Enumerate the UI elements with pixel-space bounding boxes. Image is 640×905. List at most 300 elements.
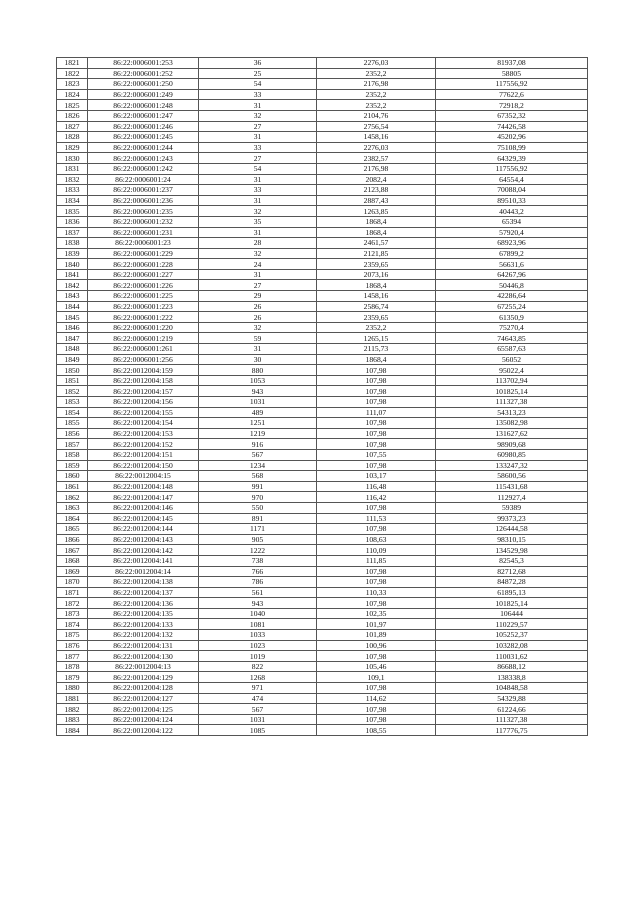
cadastral-number-cell: 86:22:0006001:227	[88, 269, 199, 280]
value-cell: 103282,08	[436, 640, 588, 651]
table-row	[57, 344, 588, 355]
rate-cell: 107,98	[317, 714, 436, 725]
cadastral-number-cell: 86:22:0012004:129	[88, 672, 199, 683]
value-cell: 61895,13	[436, 587, 588, 598]
cadastral-number-cell: 86:22:0006001:249	[88, 89, 199, 100]
value-cell: 64329,39	[436, 153, 588, 164]
value-cell: 67255,24	[436, 301, 588, 312]
value-cell: 67899,2	[436, 248, 588, 259]
row-number-cell: 1861	[57, 481, 88, 492]
area-cell: 943	[199, 598, 317, 609]
cadastral-number-cell: 86:22:0006001:261	[88, 344, 199, 355]
value-cell: 72918,2	[436, 100, 588, 111]
cadastral-number-cell: 86:22:0012004:144	[88, 524, 199, 535]
cadastral-number-cell: 86:22:0012004:130	[88, 651, 199, 662]
value-cell: 58600,56	[436, 471, 588, 482]
cadastral-number-cell: 86:22:0006001:229	[88, 248, 199, 259]
rate-cell: 107,98	[317, 460, 436, 471]
table-row	[57, 386, 588, 397]
row-number-cell: 1837	[57, 227, 88, 238]
rate-cell: 2586,74	[317, 301, 436, 312]
rate-cell: 2115,73	[317, 344, 436, 355]
rate-cell: 109,1	[317, 672, 436, 683]
table-row	[57, 110, 588, 121]
value-cell: 104848,58	[436, 683, 588, 694]
area-cell: 474	[199, 693, 317, 704]
area-cell: 33	[199, 89, 317, 100]
row-number-cell: 1834	[57, 195, 88, 206]
table-row	[57, 153, 588, 164]
rate-cell: 2352,2	[317, 68, 436, 79]
row-number-cell: 1842	[57, 280, 88, 291]
cadastral-number-cell: 86:22:0006001:244	[88, 142, 199, 153]
cadastral-number-cell: 86:22:0006001:253	[88, 58, 199, 69]
rate-cell: 1868,4	[317, 216, 436, 227]
row-number-cell: 1871	[57, 587, 88, 598]
cadastral-number-cell: 86:22:0012004:154	[88, 418, 199, 429]
rate-cell: 1458,16	[317, 291, 436, 302]
cadastral-number-cell: 86:22:0012004:122	[88, 725, 199, 736]
row-number-cell: 1874	[57, 619, 88, 630]
value-cell: 110031,62	[436, 651, 588, 662]
row-number-cell: 1823	[57, 79, 88, 90]
rate-cell: 2176,98	[317, 163, 436, 174]
rate-cell: 2359,65	[317, 259, 436, 270]
rate-cell: 1868,4	[317, 354, 436, 365]
table-row	[57, 248, 588, 259]
cadastral-number-cell: 86:22:0012004:136	[88, 598, 199, 609]
table-row	[57, 439, 588, 450]
value-cell: 117556,92	[436, 163, 588, 174]
row-number-cell: 1839	[57, 248, 88, 259]
area-cell: 891	[199, 513, 317, 524]
rate-cell: 111,53	[317, 513, 436, 524]
value-cell: 42286,64	[436, 291, 588, 302]
cadastral-number-cell: 86:22:0012004:147	[88, 492, 199, 503]
row-number-cell: 1825	[57, 100, 88, 111]
rate-cell: 2276,03	[317, 142, 436, 153]
value-cell: 67352,32	[436, 110, 588, 121]
cadastral-number-cell: 86:22:0012004:158	[88, 375, 199, 386]
rate-cell: 1265,15	[317, 333, 436, 344]
area-cell: 26	[199, 301, 317, 312]
cadastral-number-cell: 86:22:0012004:157	[88, 386, 199, 397]
cadastral-number-cell: 86:22:0012004:156	[88, 397, 199, 408]
row-number-cell: 1855	[57, 418, 88, 429]
value-cell: 86688,12	[436, 661, 588, 672]
cadastral-number-cell: 86:22:0006001:246	[88, 121, 199, 132]
area-cell: 880	[199, 365, 317, 376]
area-cell: 1171	[199, 524, 317, 535]
cadastral-number-cell: 86:22:0012004:152	[88, 439, 199, 450]
value-cell: 40443,2	[436, 206, 588, 217]
area-cell: 822	[199, 661, 317, 672]
rate-cell: 2104,76	[317, 110, 436, 121]
rate-cell: 2176,98	[317, 79, 436, 90]
row-number-cell: 1835	[57, 206, 88, 217]
rate-cell: 107,98	[317, 598, 436, 609]
area-cell: 54	[199, 163, 317, 174]
value-cell: 61350,9	[436, 312, 588, 323]
cadastral-number-cell: 86:22:0012004:138	[88, 577, 199, 588]
row-number-cell: 1882	[57, 704, 88, 715]
cadastral-number-cell: 86:22:0006001:252	[88, 68, 199, 79]
cadastral-number-cell: 86:22:0012004:142	[88, 545, 199, 556]
rate-cell: 2887,43	[317, 195, 436, 206]
cadastral-number-cell: 86:22:0012004:128	[88, 683, 199, 694]
table-row	[57, 195, 588, 206]
area-cell: 28	[199, 238, 317, 249]
row-number-cell: 1846	[57, 322, 88, 333]
value-cell: 57920,4	[436, 227, 588, 238]
cadastral-number-cell: 86:22:0006001:231	[88, 227, 199, 238]
row-number-cell: 1866	[57, 534, 88, 545]
table-row	[57, 661, 588, 672]
value-cell: 135082,98	[436, 418, 588, 429]
table-row	[57, 513, 588, 524]
row-number-cell: 1826	[57, 110, 88, 121]
table-row	[57, 651, 588, 662]
cadastral-number-cell: 86:22:0012004:153	[88, 428, 199, 439]
rate-cell: 2382,57	[317, 153, 436, 164]
value-cell: 98310,15	[436, 534, 588, 545]
row-number-cell: 1876	[57, 640, 88, 651]
cadastral-number-cell: 86:22:0006001:23	[88, 238, 199, 249]
table-row	[57, 185, 588, 196]
cadastral-number-cell: 86:22:0012004:133	[88, 619, 199, 630]
area-cell: 31	[199, 195, 317, 206]
cadastral-number-cell: 86:22:0012004:124	[88, 714, 199, 725]
value-cell: 115431,68	[436, 481, 588, 492]
cadastral-number-cell: 86:22:0012004:148	[88, 481, 199, 492]
area-cell: 568	[199, 471, 317, 482]
cadastral-number-cell: 86:22:0012004:15	[88, 471, 199, 482]
cadastral-number-cell: 86:22:0006001:248	[88, 100, 199, 111]
rate-cell: 108,55	[317, 725, 436, 736]
table-row	[57, 534, 588, 545]
cadastral-number-cell: 86:22:0006001:256	[88, 354, 199, 365]
area-cell: 786	[199, 577, 317, 588]
area-cell: 1222	[199, 545, 317, 556]
table-row	[57, 227, 588, 238]
area-cell: 24	[199, 259, 317, 270]
rate-cell: 100,96	[317, 640, 436, 651]
area-cell: 29	[199, 291, 317, 302]
area-cell: 1031	[199, 397, 317, 408]
row-number-cell: 1867	[57, 545, 88, 556]
table-row	[57, 502, 588, 513]
rate-cell: 2359,65	[317, 312, 436, 323]
table-row	[57, 333, 588, 344]
cadastral-number-cell: 86:22:0012004:151	[88, 449, 199, 460]
cadastral-number-cell: 86:22:0012004:132	[88, 630, 199, 641]
rate-cell: 116,42	[317, 492, 436, 503]
rate-cell: 102,35	[317, 608, 436, 619]
cadastral-number-cell: 86:22:0006001:24	[88, 174, 199, 185]
rate-cell: 2352,2	[317, 322, 436, 333]
table-row	[57, 683, 588, 694]
rate-cell: 1868,4	[317, 227, 436, 238]
value-cell: 81937,08	[436, 58, 588, 69]
area-cell: 561	[199, 587, 317, 598]
rate-cell: 107,98	[317, 566, 436, 577]
area-cell: 1019	[199, 651, 317, 662]
value-cell: 133247,32	[436, 460, 588, 471]
area-cell: 36	[199, 58, 317, 69]
rate-cell: 107,98	[317, 428, 436, 439]
area-cell: 59	[199, 333, 317, 344]
row-number-cell: 1862	[57, 492, 88, 503]
row-number-cell: 1872	[57, 598, 88, 609]
area-cell: 32	[199, 110, 317, 121]
table-row	[57, 58, 588, 69]
area-cell: 1085	[199, 725, 317, 736]
value-cell: 65587,63	[436, 344, 588, 355]
row-number-cell: 1845	[57, 312, 88, 323]
table-row	[57, 545, 588, 556]
rate-cell: 107,98	[317, 704, 436, 715]
cadastral-number-cell: 86:22:0012004:14	[88, 566, 199, 577]
cadastral-number-cell: 86:22:0006001:245	[88, 132, 199, 143]
row-number-cell: 1860	[57, 471, 88, 482]
row-number-cell: 1881	[57, 693, 88, 704]
rate-cell: 101,97	[317, 619, 436, 630]
row-number-cell: 1854	[57, 407, 88, 418]
row-number-cell: 1843	[57, 291, 88, 302]
table-row	[57, 471, 588, 482]
table-row	[57, 301, 588, 312]
rate-cell: 107,98	[317, 683, 436, 694]
area-cell: 1040	[199, 608, 317, 619]
value-cell: 65394	[436, 216, 588, 227]
table-row	[57, 481, 588, 492]
area-cell: 766	[199, 566, 317, 577]
table-row	[57, 89, 588, 100]
row-number-cell: 1879	[57, 672, 88, 683]
value-cell: 59389	[436, 502, 588, 513]
cadastral-number-cell: 86:22:0012004:125	[88, 704, 199, 715]
area-cell: 943	[199, 386, 317, 397]
area-cell: 33	[199, 142, 317, 153]
value-cell: 138338,8	[436, 672, 588, 683]
rate-cell: 1458,16	[317, 132, 436, 143]
value-cell: 77622,6	[436, 89, 588, 100]
table-row	[57, 587, 588, 598]
cadastral-number-cell: 86:22:0006001:223	[88, 301, 199, 312]
rate-cell: 111,85	[317, 555, 436, 566]
rate-cell: 2352,2	[317, 89, 436, 100]
table-row	[57, 598, 588, 609]
table-row	[57, 269, 588, 280]
cadastral-number-cell: 86:22:0012004:137	[88, 587, 199, 598]
value-cell: 98909,68	[436, 439, 588, 450]
row-number-cell: 1833	[57, 185, 88, 196]
value-cell: 117556,92	[436, 79, 588, 90]
row-number-cell: 1884	[57, 725, 88, 736]
area-cell: 905	[199, 534, 317, 545]
value-cell: 82712,68	[436, 566, 588, 577]
area-cell: 489	[199, 407, 317, 418]
area-cell: 991	[199, 481, 317, 492]
rate-cell: 2073,16	[317, 269, 436, 280]
table-row	[57, 640, 588, 651]
value-cell: 54313,23	[436, 407, 588, 418]
cadastral-number-cell: 86:22:0006001:219	[88, 333, 199, 344]
value-cell: 60980,85	[436, 449, 588, 460]
row-number-cell: 1869	[57, 566, 88, 577]
cadastral-number-cell: 86:22:0006001:232	[88, 216, 199, 227]
table-row	[57, 259, 588, 270]
rate-cell: 103,17	[317, 471, 436, 482]
row-number-cell: 1877	[57, 651, 88, 662]
value-cell: 74643,85	[436, 333, 588, 344]
cadastral-number-cell: 86:22:0006001:228	[88, 259, 199, 270]
row-number-cell: 1852	[57, 386, 88, 397]
value-cell: 54329,88	[436, 693, 588, 704]
rate-cell: 1868,4	[317, 280, 436, 291]
value-cell: 70088,04	[436, 185, 588, 196]
row-number-cell: 1880	[57, 683, 88, 694]
area-cell: 31	[199, 269, 317, 280]
rate-cell: 2756,54	[317, 121, 436, 132]
row-number-cell: 1856	[57, 428, 88, 439]
rate-cell: 101,89	[317, 630, 436, 641]
value-cell: 101825,14	[436, 386, 588, 397]
table-row	[57, 449, 588, 460]
row-number-cell: 1841	[57, 269, 88, 280]
area-cell: 25	[199, 68, 317, 79]
table-row	[57, 555, 588, 566]
area-cell: 31	[199, 132, 317, 143]
cadastral-number-cell: 86:22:0012004:150	[88, 460, 199, 471]
rate-cell: 105,46	[317, 661, 436, 672]
row-number-cell: 1827	[57, 121, 88, 132]
area-cell: 971	[199, 683, 317, 694]
value-cell: 75270,4	[436, 322, 588, 333]
table-row	[57, 142, 588, 153]
cadastral-number-cell: 86:22:0006001:242	[88, 163, 199, 174]
row-number-cell: 1824	[57, 89, 88, 100]
row-number-cell: 1840	[57, 259, 88, 270]
area-cell: 738	[199, 555, 317, 566]
area-cell: 35	[199, 216, 317, 227]
cadastral-number-cell: 86:22:0006001:243	[88, 153, 199, 164]
rate-cell: 108,63	[317, 534, 436, 545]
cadastral-number-cell: 86:22:0012004:141	[88, 555, 199, 566]
cadastral-number-cell: 86:22:0006001:250	[88, 79, 199, 90]
row-number-cell: 1878	[57, 661, 88, 672]
value-cell: 111327,38	[436, 714, 588, 725]
rate-cell: 114,62	[317, 693, 436, 704]
value-cell: 56052	[436, 354, 588, 365]
cadastral-number-cell: 86:22:0012004:13	[88, 661, 199, 672]
rate-cell: 116,48	[317, 481, 436, 492]
area-cell: 1081	[199, 619, 317, 630]
table-row	[57, 566, 588, 577]
row-number-cell: 1844	[57, 301, 88, 312]
row-number-cell: 1868	[57, 555, 88, 566]
document-page	[56, 57, 582, 736]
row-number-cell: 1848	[57, 344, 88, 355]
table-row	[57, 407, 588, 418]
rate-cell: 2276,03	[317, 58, 436, 69]
value-cell: 126444,58	[436, 524, 588, 535]
area-cell: 1033	[199, 630, 317, 641]
area-cell: 54	[199, 79, 317, 90]
cadastral-number-cell: 86:22:0006001:235	[88, 206, 199, 217]
table-row	[57, 312, 588, 323]
row-number-cell: 1828	[57, 132, 88, 143]
table-row	[57, 418, 588, 429]
value-cell: 105252,37	[436, 630, 588, 641]
area-cell: 916	[199, 439, 317, 450]
rate-cell: 107,98	[317, 502, 436, 513]
value-cell: 95022,4	[436, 365, 588, 376]
table-row	[57, 375, 588, 386]
cadastral-number-cell: 86:22:0006001:236	[88, 195, 199, 206]
value-cell: 89510,33	[436, 195, 588, 206]
value-cell: 74426,58	[436, 121, 588, 132]
rate-cell: 2123,88	[317, 185, 436, 196]
area-cell: 32	[199, 322, 317, 333]
table-row	[57, 577, 588, 588]
value-cell: 56631,6	[436, 259, 588, 270]
row-number-cell: 1822	[57, 68, 88, 79]
area-cell: 1234	[199, 460, 317, 471]
row-number-cell: 1870	[57, 577, 88, 588]
row-number-cell: 1830	[57, 153, 88, 164]
value-cell: 58805	[436, 68, 588, 79]
rate-cell: 107,98	[317, 418, 436, 429]
area-cell: 32	[199, 248, 317, 259]
table-row	[57, 206, 588, 217]
table-row	[57, 216, 588, 227]
value-cell: 45202,96	[436, 132, 588, 143]
row-number-cell: 1873	[57, 608, 88, 619]
table-row	[57, 121, 588, 132]
table-row	[57, 693, 588, 704]
rate-cell: 111,07	[317, 407, 436, 418]
cadastral-number-cell: 86:22:0012004:155	[88, 407, 199, 418]
area-cell: 26	[199, 312, 317, 323]
row-number-cell: 1838	[57, 238, 88, 249]
value-cell: 131627,62	[436, 428, 588, 439]
table-row	[57, 238, 588, 249]
row-number-cell: 1850	[57, 365, 88, 376]
table-row	[57, 704, 588, 715]
cadastral-number-cell: 86:22:0012004:131	[88, 640, 199, 651]
value-cell: 112927,4	[436, 492, 588, 503]
table-row	[57, 163, 588, 174]
cadastral-number-cell: 86:22:0006001:247	[88, 110, 199, 121]
row-number-cell: 1836	[57, 216, 88, 227]
value-cell: 64267,96	[436, 269, 588, 280]
area-cell: 27	[199, 280, 317, 291]
row-number-cell: 1829	[57, 142, 88, 153]
area-cell: 27	[199, 121, 317, 132]
cadastral-number-cell: 86:22:0006001:237	[88, 185, 199, 196]
table-row	[57, 460, 588, 471]
area-cell: 1268	[199, 672, 317, 683]
cadastral-number-cell: 86:22:0006001:220	[88, 322, 199, 333]
row-number-cell: 1857	[57, 439, 88, 450]
area-cell: 1219	[199, 428, 317, 439]
table-row	[57, 397, 588, 408]
value-cell: 113702,94	[436, 375, 588, 386]
value-cell: 68923,96	[436, 238, 588, 249]
cadastral-number-cell: 86:22:0012004:145	[88, 513, 199, 524]
area-cell: 32	[199, 206, 317, 217]
